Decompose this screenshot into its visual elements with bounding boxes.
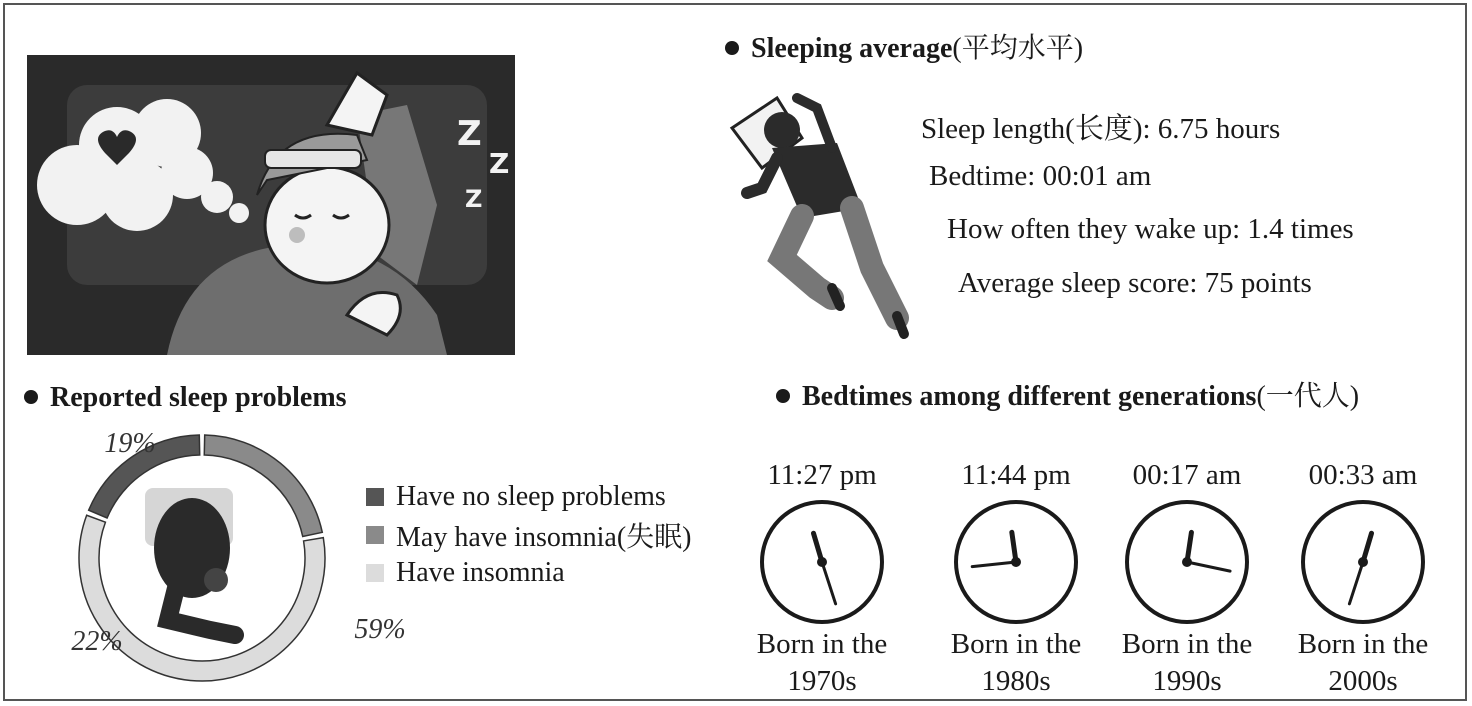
clock-center <box>817 557 827 567</box>
stat-sleep-length: Sleep length(长度): 6.75 hours <box>921 113 1281 145</box>
clock-center <box>1182 557 1192 567</box>
legend-item: Have insomnia <box>366 554 692 592</box>
clock-center <box>1358 557 1368 567</box>
running-person-illustration <box>722 88 922 343</box>
generation-label: Born in the 1980s <box>950 628 1082 697</box>
legend-swatch-may-insomnia <box>366 526 384 544</box>
donut-percent-label: 22% <box>71 626 123 657</box>
sleep-problems-legend <box>366 478 692 592</box>
svg-text:Z: Z <box>457 114 482 154</box>
sleeping-person-illustration <box>27 55 515 355</box>
legend-swatch-no-problems <box>366 488 384 506</box>
sleep-problems-donut-chart <box>60 428 406 706</box>
svg-text:Z: Z <box>465 185 483 213</box>
generations-heading: Bedtimes among different generations(一代人) <box>776 374 1359 414</box>
clock-time-label: 00:33 am <box>1308 459 1418 491</box>
curled-sleeper-illustration <box>145 488 235 635</box>
legend-swatch-insomnia <box>366 564 384 582</box>
clock-icon <box>1123 498 1251 626</box>
clock-icon <box>1299 498 1427 626</box>
legend-item: Have no sleep problems <box>366 478 692 516</box>
sleeping-average-heading: Sleeping average(平均水平) <box>725 26 1083 66</box>
bullet-icon <box>725 41 739 55</box>
sleep-problems-heading: Reported sleep problems <box>24 382 347 414</box>
clock-center <box>1011 557 1021 567</box>
bullet-icon <box>776 389 790 403</box>
bullet-icon <box>24 390 38 404</box>
clock-icon <box>952 498 1080 626</box>
stat-sleep-score: Average sleep score: 75 points <box>958 267 1312 299</box>
donut-percent-label: 59% <box>354 614 406 645</box>
stat-wake-frequency: How often they wake up: 1.4 times <box>947 213 1354 245</box>
donut-percent-label: 19% <box>104 428 156 459</box>
clock-icon <box>758 498 886 626</box>
clock-time-label: 11:27 pm <box>767 459 877 491</box>
generation-label: Born in the 2000s <box>1297 628 1429 697</box>
legend-item: May have insomnia(失眠) <box>366 516 692 554</box>
generation-label: Born in the 1990s <box>1121 628 1253 697</box>
svg-text:Z: Z <box>489 147 510 180</box>
clock-time-label: 00:17 am <box>1132 459 1242 491</box>
generation-label: Born in the 1970s <box>756 628 888 697</box>
stat-bedtime: Bedtime: 00:01 am <box>929 160 1152 192</box>
clock-time-label: 11:44 pm <box>961 459 1071 491</box>
